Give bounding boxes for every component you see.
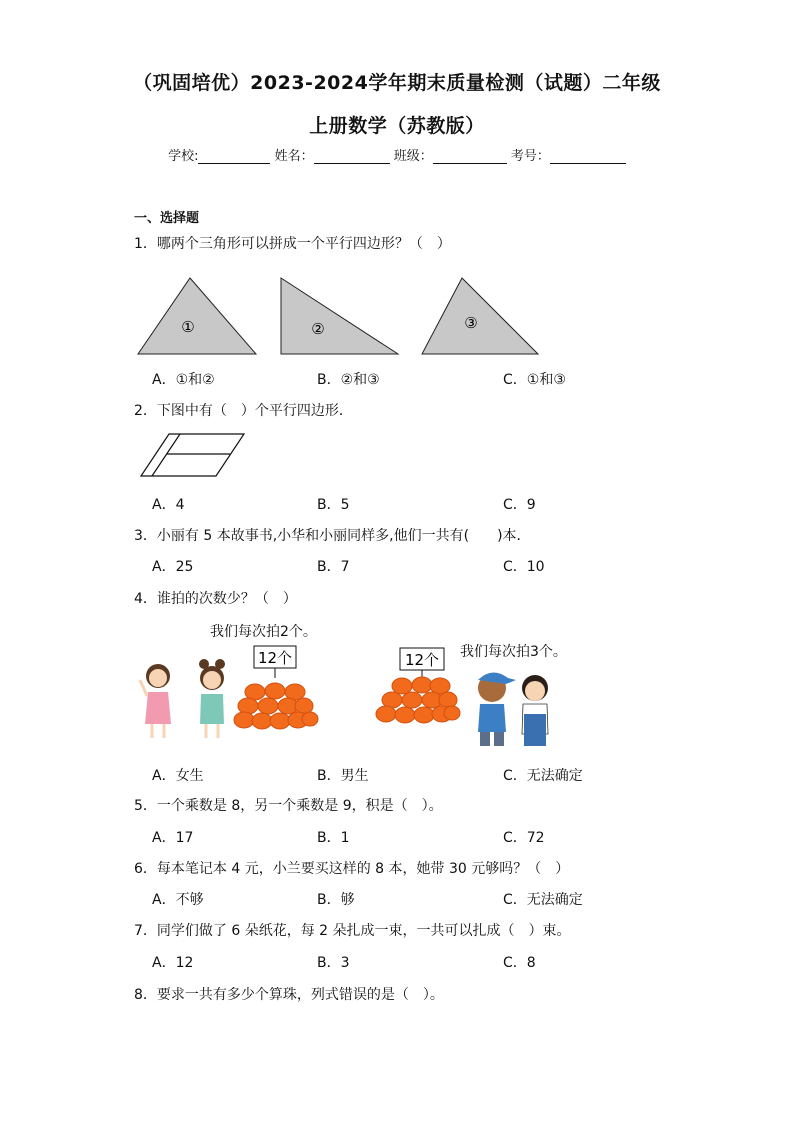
q1-option-a[interactable]: A．①和② bbox=[152, 372, 215, 388]
exam-no-label: 考号： bbox=[510, 149, 550, 164]
q5-option-c[interactable]: C．72 bbox=[503, 830, 545, 846]
sign-left-text: 12个 bbox=[257, 649, 293, 667]
question-1-text: 1．哪两个三角形可以拼成一个平行四边形？（ ） bbox=[134, 236, 451, 252]
triangle-3 bbox=[422, 278, 538, 354]
name-label: 姓名： bbox=[274, 149, 314, 164]
triangle-2-label: ② bbox=[311, 320, 325, 338]
question-5-text: 5．一个乘数是 8，另一个乘数是 9，积是（ ）。 bbox=[134, 798, 443, 814]
q3-option-b[interactable]: B．7 bbox=[317, 559, 350, 575]
parallelogram-divider bbox=[152, 434, 180, 476]
q1-option-b[interactable]: B．②和③ bbox=[317, 372, 380, 388]
q2-option-c[interactable]: C．9 bbox=[503, 497, 536, 513]
class-blank[interactable] bbox=[433, 149, 507, 164]
q5-option-b[interactable]: B．1 bbox=[317, 830, 350, 846]
question-6-text: 6．每本笔记本 4 元，小兰要买这样的 8 本，她带 30 元够吗？（ ） bbox=[134, 861, 570, 877]
q4-option-b[interactable]: B．男生 bbox=[317, 768, 369, 784]
page-title-line1: （巩固培优）2023-2024学年期末质量检测（试题）二年级 bbox=[133, 72, 661, 94]
triangles-figure bbox=[130, 270, 550, 360]
parallelogram-figure bbox=[138, 432, 248, 480]
q6-option-c[interactable]: C．无法确定 bbox=[503, 892, 583, 908]
school-blank[interactable] bbox=[198, 149, 270, 164]
name-blank[interactable] bbox=[314, 149, 390, 164]
q6-option-a[interactable]: A．不够 bbox=[152, 892, 204, 908]
student-info-row bbox=[0, 145, 794, 164]
class-label: 班级： bbox=[393, 149, 433, 164]
boy-right bbox=[522, 675, 548, 746]
clapping-scene bbox=[130, 640, 570, 755]
q5-option-a[interactable]: A．17 bbox=[152, 830, 194, 846]
q3-option-a[interactable]: A．25 bbox=[152, 559, 194, 575]
triangle-1-label: ① bbox=[181, 318, 195, 336]
girl-left bbox=[140, 664, 171, 738]
girl-right bbox=[199, 659, 225, 738]
exam-no-blank[interactable] bbox=[550, 149, 626, 164]
triangle-2 bbox=[281, 278, 398, 354]
q4-option-a[interactable]: A．女生 bbox=[152, 768, 204, 784]
triangle-3-label: ③ bbox=[464, 314, 478, 332]
question-2-text: 2．下图中有（ ）个平行四边形． bbox=[134, 403, 353, 419]
q2-option-a[interactable]: A．4 bbox=[152, 497, 185, 513]
q7-option-c[interactable]: C．8 bbox=[503, 955, 536, 971]
speech-boys: 我们每次拍3个。 bbox=[460, 644, 567, 660]
page-title-line2: 上册数学（苏教版） bbox=[309, 115, 485, 137]
triangle-1 bbox=[138, 278, 256, 354]
q6-option-b[interactable]: B．够 bbox=[317, 892, 355, 908]
pumpkin-pile-left bbox=[234, 683, 318, 729]
q1-option-c[interactable]: C．①和③ bbox=[503, 372, 566, 388]
question-7-text: 7．同学们做了 6 朵纸花，每 2 朵扎成一束，一共可以扎成（ ）束。 bbox=[134, 923, 571, 939]
q7-option-b[interactable]: B．3 bbox=[317, 955, 350, 971]
q4-option-c[interactable]: C．无法确定 bbox=[503, 768, 583, 784]
sign-right-text: 12个 bbox=[404, 651, 440, 669]
pumpkin-pile-right bbox=[376, 677, 460, 723]
q3-option-c[interactable]: C．10 bbox=[503, 559, 545, 575]
school-label: 学校: bbox=[168, 149, 199, 164]
question-4-text: 4．谁拍的次数少？（ ） bbox=[134, 591, 297, 607]
question-3-text: 3．小丽有 5 本故事书,小华和小丽同样多,他们一共有( )本． bbox=[134, 528, 531, 544]
speech-girls: 我们每次拍2个。 bbox=[210, 624, 317, 640]
question-8-text: 8．要求一共有多少个算珠，列式错误的是（ ）。 bbox=[134, 987, 444, 1003]
boy-left bbox=[478, 672, 516, 746]
q7-option-a[interactable]: A．12 bbox=[152, 955, 194, 971]
section-title: 一、选择题 bbox=[134, 211, 200, 226]
q2-option-b[interactable]: B．5 bbox=[317, 497, 350, 513]
